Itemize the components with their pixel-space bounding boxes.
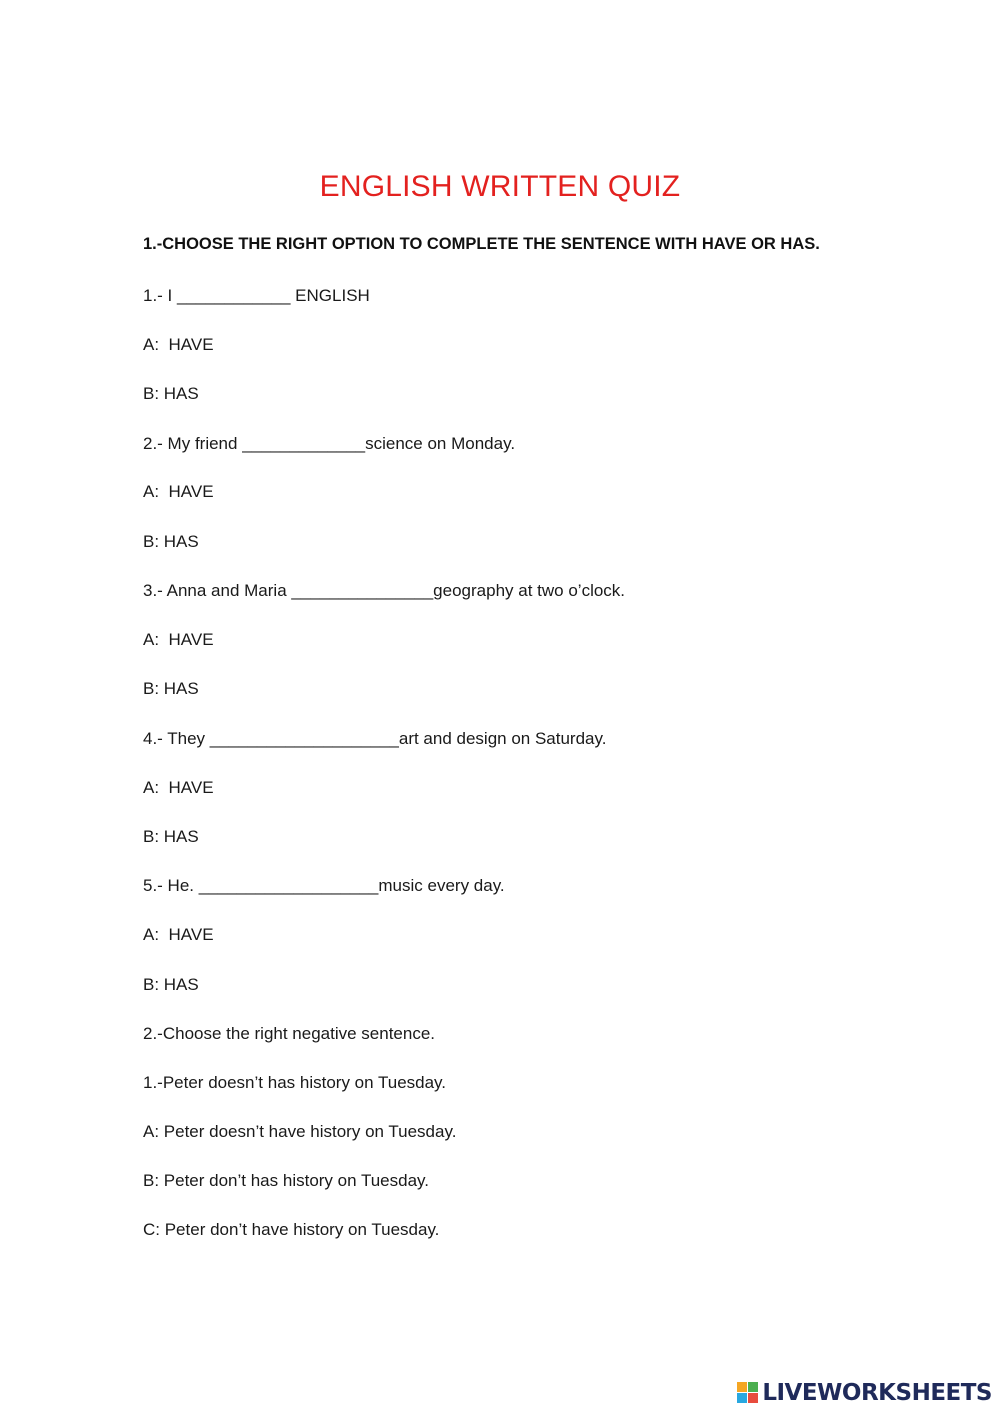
section-1-instruction: 1.-CHOOSE THE RIGHT OPTION TO COMPLETE THE SENTENCE WITH HAVE OR HAS.: [143, 235, 820, 253]
quiz-title: ENGLISH WRITTEN QUIZ: [319, 170, 681, 203]
logo-text: LIVEWORKSHEETS: [762, 1380, 992, 1406]
option-c: C: Peter don’t have history on Tuesday.: [143, 1220, 440, 1239]
option-a: A: HAVE: [143, 335, 214, 354]
option-a: A: HAVE: [143, 630, 214, 649]
option-a: A: HAVE: [143, 482, 214, 501]
option-b: B: HAS: [143, 679, 199, 698]
option-a: A: Peter doesn’t have history on Tuesday.: [143, 1122, 457, 1141]
question-6: 1.-Peter doesn’t has history on Tuesday.: [143, 1073, 447, 1092]
question-4: 4.- They ____________________art and design on Saturday.: [143, 729, 607, 748]
liveworksheets-logo: [737, 1378, 992, 1408]
question-5: 5.- He. ___________________music every day.: [143, 876, 505, 895]
option-a: A: HAVE: [143, 925, 214, 944]
option-b: B: Peter don’t has history on Tuesday.: [143, 1171, 430, 1190]
option-b: B: HAS: [143, 827, 199, 846]
question-3: 3.- Anna and Maria _______________geography at two o’clock.: [143, 581, 626, 600]
option-b: B: HAS: [143, 384, 199, 403]
option-b: B: HAS: [143, 532, 199, 551]
question-2: 2.- My friend _____________science on Monday.: [143, 434, 516, 453]
liveworksheets-logo-icon: [737, 1382, 759, 1404]
option-b: B: HAS: [143, 975, 199, 994]
section-2-instruction: 2.-Choose the right negative sentence.: [143, 1024, 436, 1043]
option-a: A: HAVE: [143, 778, 214, 797]
question-1: 1.- I ____________ ENGLISH: [143, 286, 370, 305]
